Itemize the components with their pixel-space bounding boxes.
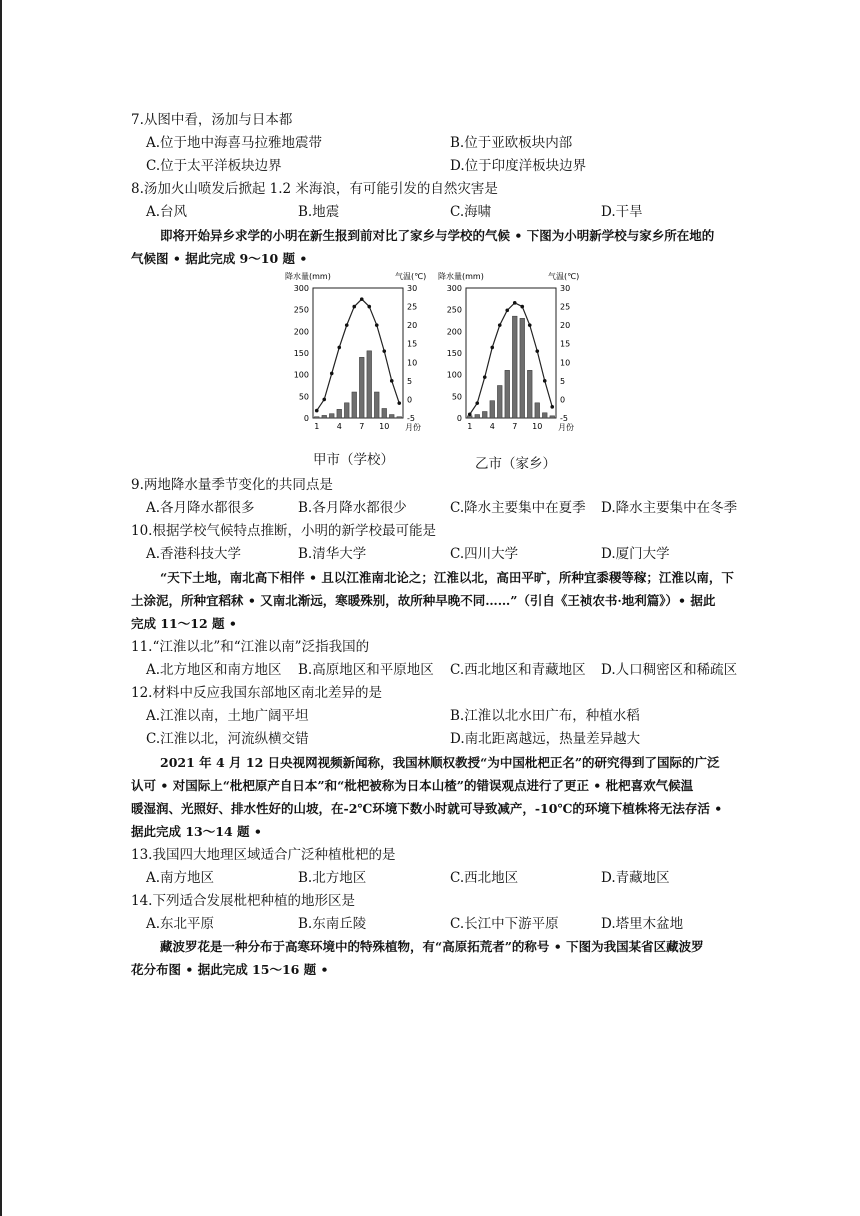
precip-bar bbox=[527, 370, 532, 418]
month-tick-label: 4 bbox=[336, 422, 342, 431]
precip-tick-label: 100 bbox=[293, 370, 309, 380]
q8-option-b: B.地震 bbox=[298, 204, 340, 220]
temperature-point bbox=[397, 401, 401, 405]
precip-bar bbox=[329, 414, 334, 418]
precip-bar bbox=[512, 316, 517, 418]
q10-option-d: D.厦门大学 bbox=[601, 546, 670, 562]
precip-bar bbox=[352, 392, 357, 418]
temperature-line bbox=[317, 299, 400, 410]
precip-tick-label: 0 bbox=[456, 414, 462, 423]
q14-option-c: C.长江中下游平原 bbox=[450, 916, 559, 932]
temp-tick-label: 15 bbox=[407, 339, 418, 349]
climate-chart-yi bbox=[436, 270, 586, 446]
temp-tick-label: 30 bbox=[560, 284, 571, 293]
page-edge bbox=[0, 0, 2, 1216]
caption-yi: 乙市（家乡） bbox=[475, 456, 556, 472]
q14-option-b: B.东南丘陵 bbox=[298, 916, 367, 932]
q12-option-b: B.江淮以北水田广布，种植水稻 bbox=[450, 708, 640, 724]
precip-tick-label: 200 bbox=[446, 327, 462, 337]
precip-bar bbox=[314, 417, 319, 418]
intro-13-14-line4: 据此完成 13～14 题 • bbox=[131, 824, 262, 839]
intro-11-12-line3: 完成 11～12 题 • bbox=[131, 616, 237, 631]
temp-tick-label: -5 bbox=[560, 414, 568, 423]
intro-9-10-line1: 即将开始异乡求学的小明在新生报到前对比了家乡与学校的气候 • 下图为小明新学校与家乡所在地的 bbox=[160, 228, 715, 243]
q9-option-a: A.各月降水都很多 bbox=[146, 500, 255, 516]
temp-axis-label: 气温(℃) bbox=[548, 272, 580, 281]
precip-bar bbox=[337, 409, 342, 418]
temp-tick-label: 0 bbox=[407, 395, 413, 405]
precip-tick-label: 50 bbox=[298, 392, 309, 402]
temp-tick-label: 20 bbox=[407, 321, 418, 331]
climate-chart-jia-svg bbox=[283, 270, 433, 442]
q8-option-c: C.海啸 bbox=[450, 204, 492, 220]
q7-option-b: B.位于亚欧板块内部 bbox=[450, 135, 573, 151]
temperature-point bbox=[352, 305, 356, 309]
precip-tick-label: 150 bbox=[293, 349, 309, 358]
temperature-point bbox=[345, 323, 349, 327]
q13-option-d: D.青藏地区 bbox=[601, 870, 670, 886]
q13-stem: 13.我国四大地理区域适合广泛种植枇杷的是 bbox=[131, 847, 396, 863]
precip-bar bbox=[520, 318, 525, 418]
precip-bar bbox=[397, 417, 402, 418]
precip-tick-label: 50 bbox=[451, 392, 462, 402]
precip-bar bbox=[374, 392, 379, 418]
intro-11-12-line2: 土涂泥，所种宜稻秫 • 又南北渐远，寒暖殊别，故所种早晚不同……”（引自《王祯农书·地利篇》）• 据此 bbox=[131, 593, 716, 608]
temp-tick-label: 25 bbox=[407, 302, 418, 312]
temperature-point bbox=[322, 398, 326, 402]
temperature-point bbox=[528, 323, 532, 327]
temp-tick-label: 30 bbox=[407, 284, 418, 293]
temperature-point bbox=[520, 305, 524, 309]
temp-tick-label: 10 bbox=[560, 358, 571, 368]
month-axis-label: 月份 bbox=[405, 423, 421, 432]
precip-tick-label: 0 bbox=[303, 414, 309, 423]
temperature-point bbox=[315, 409, 319, 413]
month-tick-label: 10 bbox=[532, 422, 543, 431]
precip-bar bbox=[550, 416, 555, 418]
precip-bar bbox=[344, 403, 349, 418]
temp-tick-label: 5 bbox=[407, 376, 413, 386]
month-tick-label: 1 bbox=[467, 422, 473, 431]
precip-bar bbox=[542, 413, 547, 418]
plot-frame bbox=[466, 288, 556, 418]
precip-bar bbox=[505, 370, 510, 418]
precip-bar bbox=[482, 412, 487, 419]
q10-option-a: A.香港科技大学 bbox=[146, 546, 242, 562]
month-tick-label: 7 bbox=[512, 422, 518, 431]
intro-13-14-line3: 暖湿润、光照好、排水性好的山坡，在-2℃环境下数小时就可导致减产，-10℃的环境下植株将无法存活 • bbox=[131, 801, 723, 816]
precip-tick-label: 150 bbox=[446, 349, 462, 358]
q11-option-a: A.北方地区和南方地区 bbox=[146, 662, 282, 678]
temp-tick-label: -5 bbox=[407, 414, 415, 423]
precip-bar bbox=[467, 416, 472, 418]
temperature-point bbox=[505, 308, 509, 312]
precip-tick-label: 300 bbox=[293, 284, 309, 293]
q9-option-b: B.各月降水都很少 bbox=[298, 500, 407, 516]
q11-option-c: C.西北地区和青藏地区 bbox=[450, 662, 586, 678]
q8-option-d: D.干旱 bbox=[601, 204, 643, 220]
q8-stem: 8.汤加火山喷发后掀起 1.2 米海浪，有可能引发的自然灾害是 bbox=[131, 181, 498, 197]
caption-jia: 甲市（学校） bbox=[313, 452, 394, 468]
temp-tick-label: 20 bbox=[560, 321, 571, 331]
month-tick-label: 1 bbox=[314, 422, 320, 431]
precip-bar bbox=[490, 401, 495, 418]
q12-option-d: D.南北距离越远，热量差异越大 bbox=[450, 731, 641, 747]
temperature-point bbox=[543, 379, 547, 383]
q12-option-c: C.江淮以北，河流纵横交错 bbox=[146, 731, 309, 747]
precip-bar bbox=[359, 357, 364, 418]
month-tick-label: 7 bbox=[359, 422, 365, 431]
q7-option-d: D.位于印度洋板块边界 bbox=[450, 158, 587, 174]
q10-option-c: C.四川大学 bbox=[450, 546, 519, 562]
q13-option-b: B.北方地区 bbox=[298, 870, 367, 886]
precip-tick-label: 250 bbox=[293, 305, 309, 315]
temperature-point bbox=[483, 375, 487, 379]
q11-option-b: B.高原地区和平原地区 bbox=[298, 662, 434, 678]
q13-option-a: A.南方地区 bbox=[146, 870, 215, 886]
precip-bar bbox=[322, 415, 327, 418]
precip-bar bbox=[475, 415, 480, 418]
climate-chart-jia bbox=[283, 270, 433, 446]
temperature-point bbox=[535, 349, 539, 353]
climate-chart-yi-svg bbox=[436, 270, 586, 442]
precip-tick-label: 300 bbox=[446, 284, 462, 293]
precip-tick-label: 100 bbox=[446, 370, 462, 380]
temperature-point bbox=[382, 349, 386, 353]
temperature-point bbox=[390, 379, 394, 383]
temperature-point bbox=[468, 412, 472, 416]
temperature-point bbox=[330, 372, 334, 376]
intro-15-16-line1: 藏波罗花是一种分布于高寒环境中的特殊植物，有“高原拓荒者”的称号 • 下图为我国某省区藏波罗 bbox=[160, 939, 704, 954]
temp-tick-label: 10 bbox=[407, 358, 418, 368]
q10-stem: 10.根据学校气候特点推断，小明的新学校最可能是 bbox=[131, 523, 436, 539]
temp-tick-label: 25 bbox=[560, 302, 571, 312]
q14-option-a: A.东北平原 bbox=[146, 916, 215, 932]
q7-stem: 7.从图中看，汤加与日本都 bbox=[131, 112, 293, 128]
precip-tick-label: 250 bbox=[446, 305, 462, 315]
temp-tick-label: 5 bbox=[560, 376, 566, 386]
temperature-point bbox=[337, 346, 341, 350]
q9-stem: 9.两地降水量季节变化的共同点是 bbox=[131, 477, 333, 493]
month-axis-label: 月份 bbox=[558, 423, 574, 432]
temperature-point bbox=[475, 401, 479, 405]
temperature-point bbox=[367, 305, 371, 309]
q7-option-c: C.位于太平洋板块边界 bbox=[146, 158, 282, 174]
temperature-line bbox=[470, 303, 553, 414]
temperature-point bbox=[375, 323, 379, 327]
temp-tick-label: 0 bbox=[560, 395, 566, 405]
plot-frame bbox=[313, 288, 403, 418]
intro-13-14-line2: 认可 • 对国际上“枇杷原产自日本”和“枇杷被称为日本山楂”的错误观点进行了更正 • 枇杷喜欢气候温 bbox=[131, 778, 694, 793]
precip-bar bbox=[382, 408, 387, 418]
temperature-point bbox=[498, 323, 502, 327]
q9-option-c: C.降水主要集中在夏季 bbox=[450, 500, 586, 516]
q12-option-a: A.江淮以南，土地广阔平坦 bbox=[146, 708, 309, 724]
q11-stem: 11.“江淮以北”和“江淮以南”泛指我国的 bbox=[131, 639, 370, 655]
temp-tick-label: 15 bbox=[560, 339, 571, 349]
q9-option-d: D.降水主要集中在冬季 bbox=[601, 500, 738, 516]
precip-bar bbox=[497, 386, 502, 419]
month-tick-label: 10 bbox=[379, 422, 390, 431]
precip-bar bbox=[367, 351, 372, 418]
temperature-point bbox=[513, 301, 517, 305]
q14-option-d: D.塔里木盆地 bbox=[601, 916, 684, 932]
intro-9-10-line2: 气候图 • 据此完成 9～10 题 • bbox=[131, 251, 308, 266]
temp-axis-label: 气温(℃) bbox=[395, 272, 427, 281]
q10-option-b: B.清华大学 bbox=[298, 546, 367, 562]
q7-option-a: A.位于地中海喜马拉雅地震带 bbox=[146, 135, 323, 151]
month-tick-label: 4 bbox=[489, 422, 495, 431]
intro-11-12-line1: “天下土地，南北高下相伴 • 且以江淮南北论之；江淮以北，高田平旷，所种宜黍稷等稼；江淮以南，下 bbox=[160, 570, 734, 585]
intro-13-14-line1: 2021 年 4 月 12 日央视网视频新闻称，我国林顺权教授“为中国枇杷正名”的研究得到了国际的广泛 bbox=[160, 755, 720, 770]
precip-tick-label: 200 bbox=[293, 327, 309, 337]
precip-bar bbox=[535, 403, 540, 418]
temperature-point bbox=[490, 346, 494, 350]
q12-stem: 12.材料中反应我国东部地区南北差异的是 bbox=[131, 685, 382, 701]
q11-option-d: D.人口稠密区和稀疏区 bbox=[601, 662, 738, 678]
precip-axis-label: 降水量(mm) bbox=[285, 272, 331, 281]
temperature-point bbox=[550, 405, 554, 409]
intro-15-16-line2: 花分布图 • 据此完成 15～16 题 • bbox=[131, 962, 329, 977]
q8-option-a: A.台风 bbox=[146, 204, 188, 220]
precip-bar bbox=[389, 415, 394, 418]
temperature-point bbox=[360, 297, 364, 301]
q13-option-c: C.西北地区 bbox=[450, 870, 519, 886]
precip-axis-label: 降水量(mm) bbox=[438, 272, 484, 281]
q14-stem: 14.下列适合发展枇杷种植的地形区是 bbox=[131, 893, 355, 909]
